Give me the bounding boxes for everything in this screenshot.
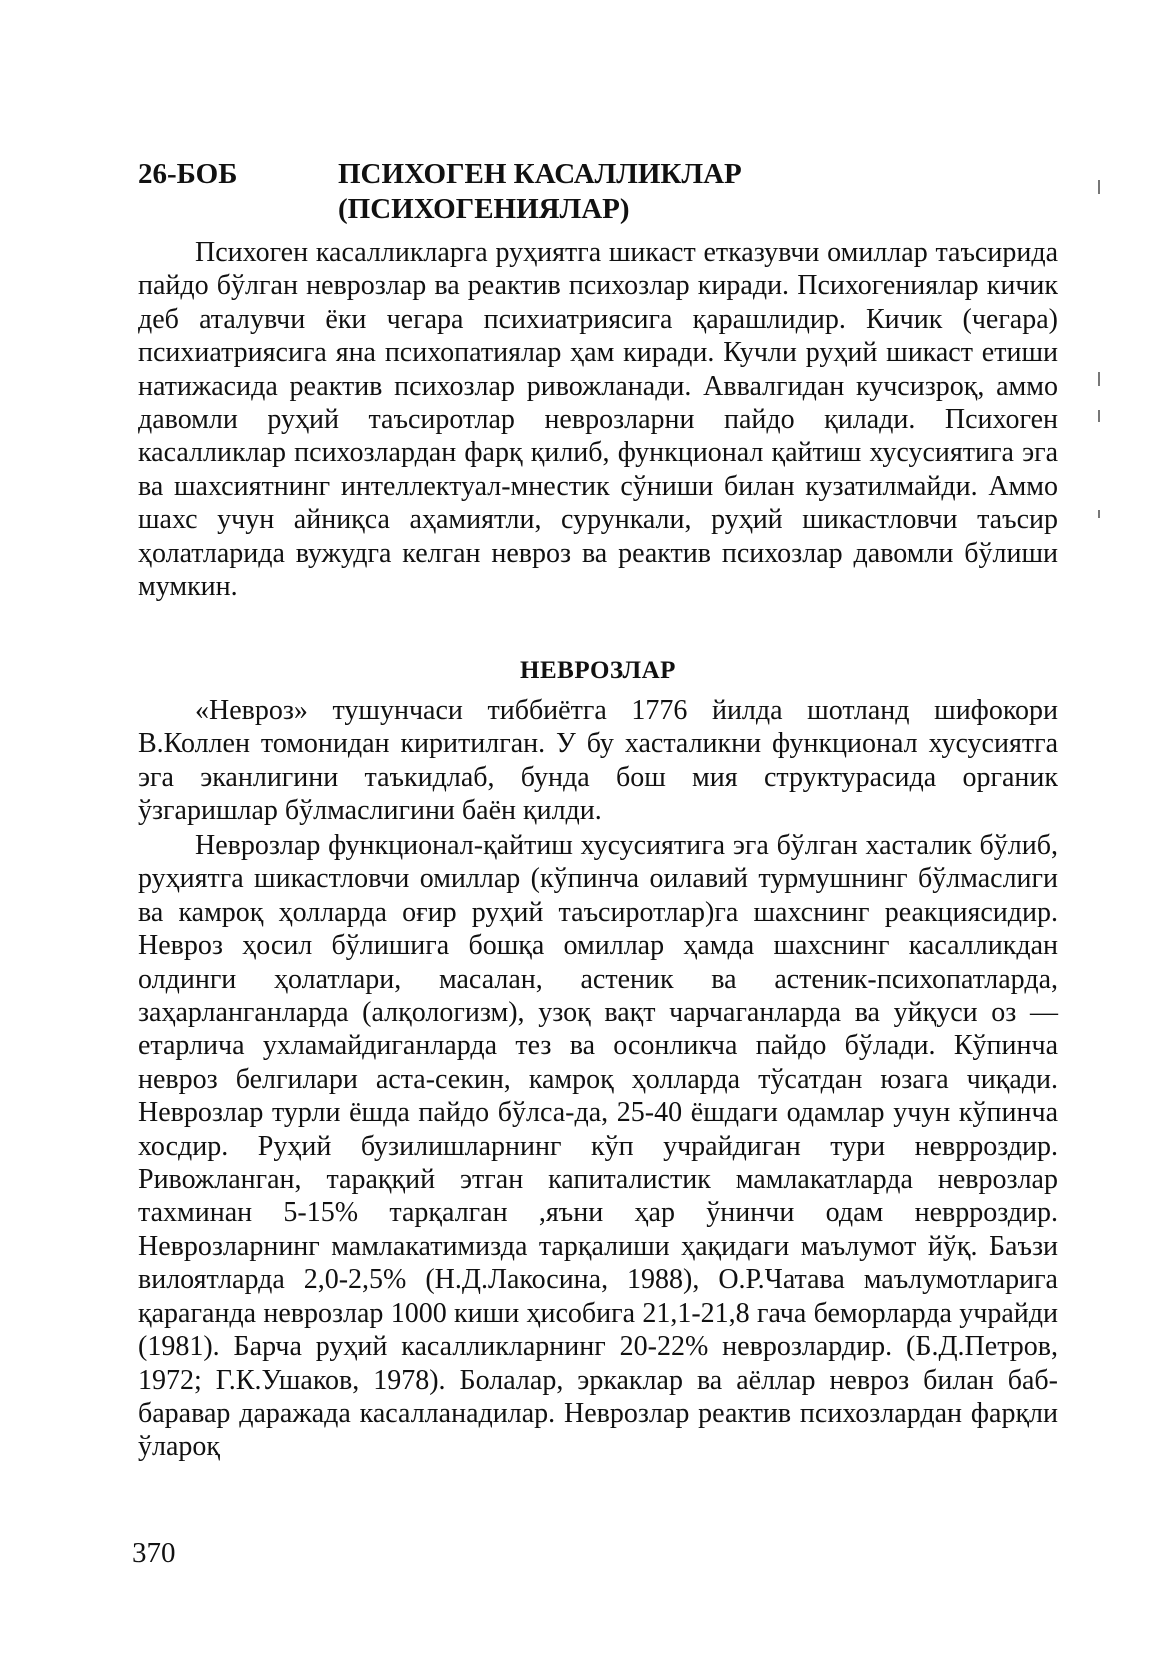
chapter-number: 26-БОБ: [138, 158, 238, 190]
section-heading: НЕВРОЗЛАР: [520, 657, 676, 684]
section-paragraph-1-block: [138, 694, 1058, 828]
section-paragraph-2-block: [138, 829, 1058, 1464]
section-paragraph-1: «Невроз» тушунчаси тиббиётга 1776 йилда шотланд шифокори В.Коллен томонидан киритилган. У бу хасталикни функционал хусусиятга эга эканлигини таъкидлаб, бунда бош мия структурасида органик ўзгаришлар бўлмаслигини баён қилди.: [138, 695, 1058, 827]
page-number: 370: [132, 1537, 176, 1569]
chapter-title-line-2: (ПСИХОГЕНИЯЛАР): [338, 193, 630, 225]
margin-mark: [1098, 510, 1100, 518]
margin-mark: [1098, 180, 1100, 194]
margin-mark: [1098, 372, 1100, 386]
intro-text: [138, 236, 1058, 603]
chapter-title: [338, 157, 1038, 227]
intro-paragraph: Психоген касалликларга руҳиятга шикаст етказувчи омиллар таъсирида пайдо бўлган неврозлар ва реактив психозлар киради. Психогениялар кичик деб аталувчи ёки чегара психиатриясига қарашлидир. Кичик (чегара) психиатриясига яна психопатиялар ҳам киради. Кучли руҳий шикаст етиши натижасида реактив психозлар ривожланади. Аввалгидан кучсизроқ, аммо давомли руҳий таъсиротлар неврозларни пайдо қилади. Психоген касалликлар психозлардан фарқ қилиб, функционал қайтиш хусусиятига эга ва шахсиятнинг интеллектуал-мнестик сўниши билан кузатилмайди. Аммо шахс учун айниқса аҳамиятли, сурункали, руҳий шикастловчи таъсир ҳолатларида вужудга келган невроз ва реактив психозлар давомли бўлиши мумкин.: [138, 237, 1058, 603]
margin-mark: [1098, 410, 1100, 422]
section-paragraph-2: Неврозлар функционал-қайтиш хусусиятига эга бўлган хасталик бўлиб, руҳиятга шикастловчи омиллар (кўпинча оилавий турмушнинг бўлмаслиги ва камроқ ҳолларда оғир руҳий таъсиротлар)га шахснинг реакциясидир. Невроз ҳосил бўлишига бошқа омиллар ҳамда шахснинг касалликдан олдинги ҳолатлари, масалан, астеник ва астеник-психопатларда, заҳарланганларда (алқологизм), узоқ вақт чарчаганларда ва уйқуси оз — етарлича ухламайдиганларда тез ва осонликча пайдо бўлади. Кўпинча невроз белгилари аста-секин, камроқ ҳолларда тўсатдан юзага чиқади. Неврозлар турли ёшда пайдо бўлса-да, 25-40 ёшдаги одамлар учун кўпинча хосдир. Руҳий бузилишларнинг кўп учрайдиган тури неврроздир. Ривожланган, тараққий этган капиталистик мамлакатларда неврозлар тахминан 5-15% тарқалган ,яъни ҳар ўнинчи одам неврроздир. Неврозларнинг мамлакатимизда тарқалиши ҳақидаги маълумот йўқ. Баъзи вилоятларда 2,0-2,5% (Н.Д.Лакосина, 1988), О.Р.Чатава маълумотларига қараганда неврозлар 1000 киши ҳисобига 21,1-21,8 гача беморларда учрайди (1981). Барча руҳий касалликларнинг 20-22% неврозлардир. (Б.Д.Петров, 1972; Г.К.Ушаков, 1978). Болалар, эркаклар ва аёллар невроз билан баб-баравар даражада касалланадилар. Неврозлар реактив психозлардан фарқли ўлароқ: [138, 830, 1058, 1463]
chapter-title-line-1: ПСИХОГЕН КАСАЛЛИКЛАР: [338, 158, 742, 190]
